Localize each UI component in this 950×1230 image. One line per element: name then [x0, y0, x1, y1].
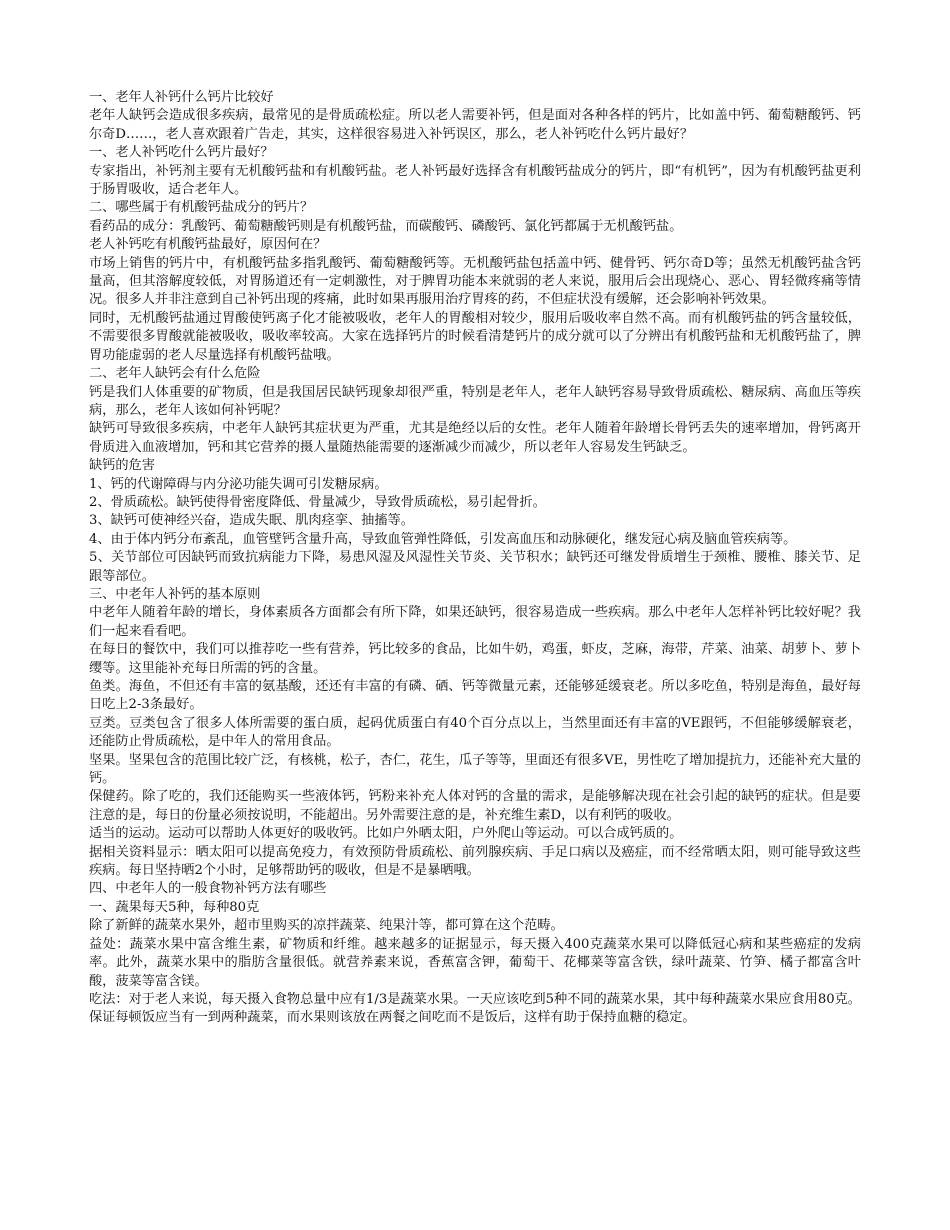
paragraph: 坚果。坚果包含的范围比较广泛，有核桃，松子，杏仁，花生，瓜子等等，里面还有很多VE，男性吃了增加提抗力，还能补充大量的钙。 [89, 752, 861, 787]
section-heading: 三、中老年人补钙的基本原则 [89, 586, 261, 602]
list-item: 2、骨质疏松。缺钙使得骨密度降低、骨量减少，导致骨质疏松，易引起骨折。 [89, 494, 546, 510]
section-heading: 老人补钙吃有机酸钙盐最好，原因何在？ [89, 237, 327, 253]
paragraph: 专家指出，补钙剂主要有无机酸钙盐和有机酸钙盐。老人补钙最好选择含有机酸钙盐成分的钙片，即“有机钙”，因为有机酸钙盐更利于肠胃吸收，适合老年人。 [89, 163, 861, 198]
section-heading: 二、哪些属于有机酸钙盐成分的钙片？ [89, 200, 314, 216]
section-heading: 一、老年人补钙什么钙片比较好 [89, 90, 274, 105]
paragraph: 同时，无机酸钙盐通过胃酸使钙离子化才能被吸收，老年人的胃酸相对较少，服用后吸收率自然不高。而有机酸钙盐的钙含量较低，不需要很多胃酸就能被吸收，吸收率较高。大家在选择钙片的时候看清楚钙片的成分就可以了分辨出有机酸钙盐和无机酸钙盐了，脾胃功能虚弱的老人尽量选择有机酸钙盐哦。 [89, 310, 861, 363]
paragraph: 益处：蔬菜水果中富含维生素，矿物质和纤维。越来越多的证据显示，每天摄入400克蔬菜水果可以降低冠心病和某些癌症的发病率。此外，蔬菜水果中的脂肪含量很低。就营养素来说，香蕉富含钾，葡萄干、花椰菜等富含铁，绿叶蔬菜、竹笋、橘子都富含叶酸，菠菜等富含镁。 [89, 936, 861, 989]
paragraph: 吃法：对于老人来说，每天摄入食物总量中应有1/3是蔬菜水果。一天应该吃到5种不同的蔬菜水果，其中每种蔬菜水果应食用80克。保证每顿饭应当有一到两种蔬菜，而水果则该放在两餐之间吃而不是饭后，这样有助于保持血糖的稳定。 [89, 991, 861, 1026]
paragraph: 鱼类。海鱼，不但还有丰富的氨基酸，还还有丰富的有磷、硒、钙等微量元素，还能够延缓衰老。所以多吃鱼，特别是海鱼，最好每日吃上2-3条最好。 [89, 679, 861, 713]
paragraph: 在每日的餐饮中，我们可以推荐吃一些有营养，钙比较多的食品，比如牛奶，鸡蛋，虾皮，芝麻，海带，芹菜、油菜、胡萝卜、萝卜缨等。这里能补充每日所需的钙的含量。 [89, 642, 861, 676]
paragraph: 老年人缺钙会造成很多疾病，最常见的是骨质疏松症。所以老人需要补钙，但是面对各种各样的钙片，比如盖中钙、葡萄糖酸钙、钙尔奇D……，老人喜欢跟着广告走，其实，这样很容易进入补钙误区，那么，老人补钙吃什么钙片最好？ [89, 108, 861, 142]
paragraph: 看药品的成分：乳酸钙、葡萄糖酸钙则是有机酸钙盐，而碳酸钙、磷酸钙、氯化钙都属于无机酸钙盐。 [89, 218, 683, 234]
list-item: 5、关节部位可因缺钙而致抗病能力下降，易患风湿及风湿性关节炎、关节积水；缺钙还可继发骨质增生于颈椎、腰椎、膝关节、足跟等部位。 [89, 550, 861, 584]
paragraph: 适当的运动。运动可以帮助人体更好的吸收钙。比如户外晒太阳，户外爬山等运动。可以合成钙质的。 [89, 826, 683, 842]
section-heading: 一、蔬果每天5种，每种80克 [89, 899, 260, 915]
article-body [89, 89, 861, 1028]
paragraph: 保健药。除了吃的，我们还能购买一些液体钙，钙粉来补充人体对钙的含量的需求，是能够解决现在社会引起的缺钙的症状。但是要注意的是，每日的份量必须按说明，不能超出。另外需要注意的是，补充维生素D，以有利钙的吸收。 [89, 789, 861, 823]
paragraph: 豆类。豆类包含了很多人体所需要的蛋白质，起码优质蛋白有40个百分点以上，当然里面还有丰富的VE跟钙，不但能够缓解衰老，还能防止骨质疏松，是中年人的常用食品。 [89, 715, 861, 750]
paragraph: 缺钙可导致很多疾病，中老年人缺钙其症状更为严重，尤其是绝经以后的女性。老年人随着年龄增长骨钙丢失的速率增加，骨钙离开骨质进入血液增加，钙和其它营养的摄人量随热能需要的逐渐减少而减少，所以老年人容易发生钙缺乏。 [89, 421, 861, 455]
list-item: 1、钙的代谢障碍与内分泌功能失调可引发糖尿病。 [89, 476, 388, 492]
list-item: 3、缺钙可使神经兴奋，造成失眠、肌肉痉挛、抽搐等。 [89, 513, 414, 529]
section-heading: 缺钙的危害 [89, 458, 155, 474]
section-heading: 一、老人补钙吃什么钙片最好？ [89, 145, 274, 161]
paragraph: 市场上销售的钙片中，有机酸钙盐多指乳酸钙、葡萄糖酸钙等。无机酸钙盐包括盖中钙、健骨钙、钙尔奇D等；虽然无机酸钙盐含钙量高，但其溶解度较低，对胃肠道还有一定刺激性，对于脾胃功能本来就弱的老人来说，服用后会出现烧心、恶心、胃轻微疼痛等情况。很多人并非注意到自己补钙出现的疼痛，此时如果再服用治疗胃疼的药，不但症状没有缓解，还会影响补钙效果。 [89, 255, 861, 308]
paragraph: 除了新鲜的蔬菜水果外，超市里购买的凉拌蔬菜、纯果汁等，都可算在这个范畴。 [89, 918, 564, 934]
paragraph: 中老年人随着年龄的增长，身体素质各方面都会有所下降，如果还缺钙，很容易造成一些疾病。那么中老年人怎样补钙比较好呢？我们一起来看看吧。 [89, 605, 861, 639]
section-heading: 四、中老年人的一般食物补钙方法有哪些 [89, 881, 327, 897]
section-heading: 二、老年人缺钙会有什么危险 [89, 366, 261, 382]
paragraph: 钙是我们人体重要的矿物质，但是我国居民缺钙现象却很严重，特别是老年人，老年人缺钙容易导致骨质疏松、糖尿病、高血压等疾病，那么，老年人该如何补钙呢？ [89, 384, 861, 418]
paragraph: 据相关资料显示：晒太阳可以提高免疫力，有效预防骨质疏松、前列腺疾病、手足口病以及癌症，而不经常晒太阳，则可能导致这些疾病。每日坚持晒2个小时，足够帮助钙的吸收，但是不是暴晒哦。 [89, 844, 861, 879]
list-item: 4、由于体内钙分布紊乱，血管壁钙含量升高，导致血管弹性降低，引发高血压和动脉硬化，继发冠心病及脑血管疾病等。 [89, 531, 797, 547]
